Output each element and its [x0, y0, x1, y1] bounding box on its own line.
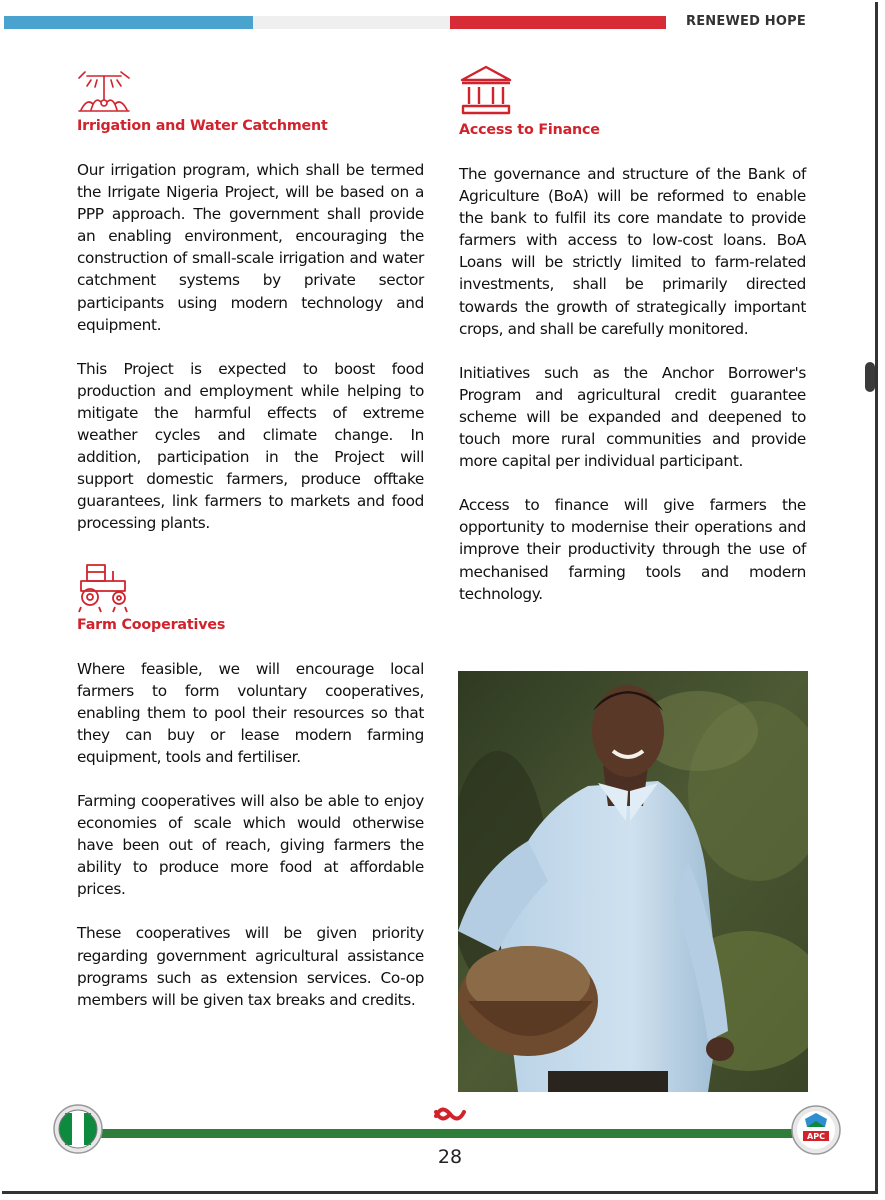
- scrollbar-thumb[interactable]: [865, 362, 875, 392]
- page-number: 28: [437, 1146, 463, 1168]
- heading-access-to-finance: Access to Finance: [459, 122, 600, 138]
- paragraph: Our irrigation program, which shall be termed the Irrigate Nigeria Project, will be based on a PPP approach. The government shall provide an enabling environment, encouraging the construction of small-scale irrigation and water catchment systems by private sector participants using modern technology and equipment.: [77, 161, 424, 334]
- paragraph: Farming cooperatives will also be able to enjoy economies of scale which would otherwise have been out of reach, giving farmers the ability to produce more food at affordable prices.: [77, 791, 424, 899]
- paragraph: Initiatives such as the Anchor Borrower's Program and agricultural credit guarantee scheme will be expanded and deepened to touch more rural communities and provide more capital per individual participant.: [459, 363, 806, 471]
- irrigation-icon: [77, 70, 131, 114]
- apc-label: APC: [807, 1132, 825, 1141]
- header-bar-blue: [4, 16, 253, 29]
- paragraph: Access to finance will give farmers the opportunity to modernise their operations and improve their productivity through the use of mechanised farming tools and modern technology.: [459, 496, 806, 603]
- footer-line: [98, 1129, 810, 1138]
- paragraph: This Project is expected to boost food production and employment while helping to mitigate the harmful effects of extreme weather cycles and climate change. In addition, participation in the Project will support domestic farmers, produce offtake guarantees, link farmers to markets and food processing plants.: [77, 359, 424, 533]
- paragraph: These cooperatives will be given priority regarding government agricultural assistance programs such as extension services. Co-op members will be given tax breaks and credits.: [77, 924, 424, 1009]
- left-column: [77, 70, 424, 1033]
- brand-title: RENEWED HOPE: [686, 14, 806, 29]
- farmer-photo: [458, 671, 808, 1092]
- nigeria-flag-emblem: [53, 1103, 103, 1155]
- header-bar-red: [450, 16, 666, 29]
- paragraph: The governance and structure of the Bank of Agriculture (BoA) will be reformed to enable the bank to fulfil its core mandate to provide farmers with access to low-cost loans. BoA Loans will be strictly limited to farm-related investments, shall be primarily directed towards the growth of strategically important crops, and shall be carefully monitored.: [459, 165, 806, 338]
- tractor-icon: [77, 563, 131, 613]
- apc-party-emblem: [791, 1105, 841, 1155]
- heading-farm-cooperatives: Farm Cooperatives: [77, 616, 226, 633]
- right-column: [459, 64, 806, 627]
- header-bar-gray: [253, 16, 450, 29]
- heading-irrigation: Irrigation and Water Catchment: [77, 118, 328, 134]
- paragraph: Where feasible, we will encourage local farmers to form voluntary cooperatives, enabling them to pool their resources so that they can buy or lease modern farming equipment, tools and fertiliser.: [77, 659, 424, 766]
- renewed-hope-logo-icon: [433, 1104, 467, 1124]
- bank-icon: [459, 64, 513, 116]
